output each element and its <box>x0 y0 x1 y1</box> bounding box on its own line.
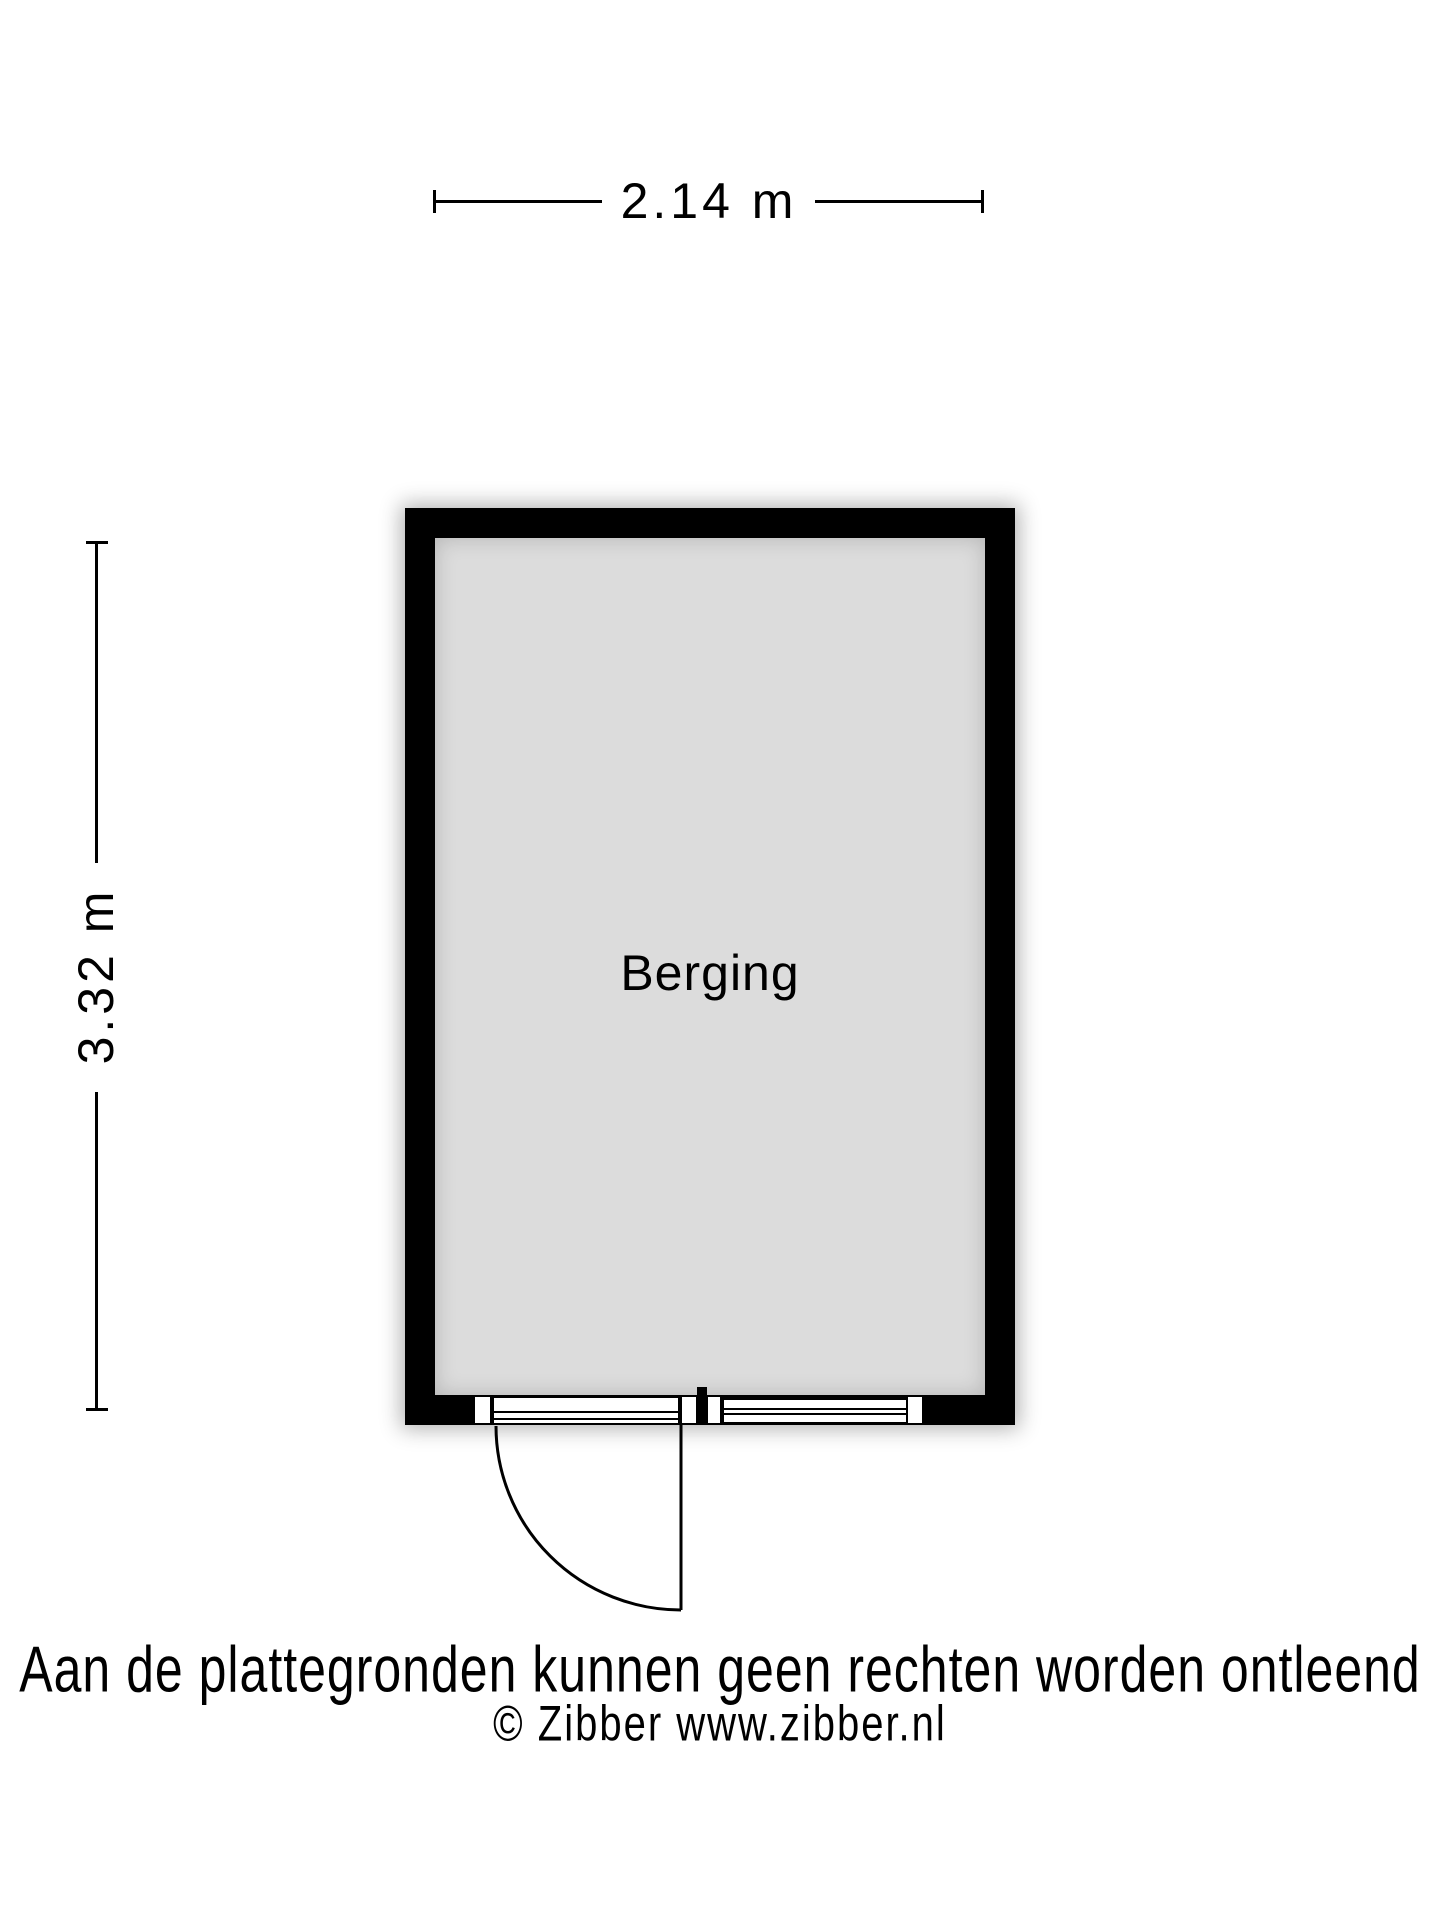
window-frame-post-left <box>706 1395 722 1425</box>
door-threshold <box>492 1396 680 1425</box>
window-glass-line <box>724 1408 906 1410</box>
height-dimension-label: 3.32 m <box>68 887 124 1065</box>
window-glass-line <box>724 1413 906 1415</box>
dimension-line-top-segment <box>95 543 98 863</box>
width-dimension-label: 2.14 m <box>620 173 798 229</box>
room-label: Berging <box>620 945 800 1001</box>
door-threshold-line <box>494 1418 678 1420</box>
footer-disclaimer: Aan de plattegronden kunnen geen rechten worden ontleend <box>19 1633 1421 1706</box>
door-threshold-line <box>494 1411 678 1413</box>
dimension-tick-right <box>981 190 984 213</box>
dimension-line-bottom-segment <box>95 1092 98 1410</box>
door-frame-post-right <box>680 1395 698 1425</box>
window-frame-post-right <box>906 1395 924 1425</box>
door-frame-post-left <box>473 1395 492 1425</box>
footer-copyright: © Zibber www.zibber.nl <box>493 1696 947 1752</box>
dimension-line-right-segment <box>815 200 983 203</box>
window-glazing <box>722 1398 908 1424</box>
dimension-tick-bottom <box>86 1408 108 1411</box>
